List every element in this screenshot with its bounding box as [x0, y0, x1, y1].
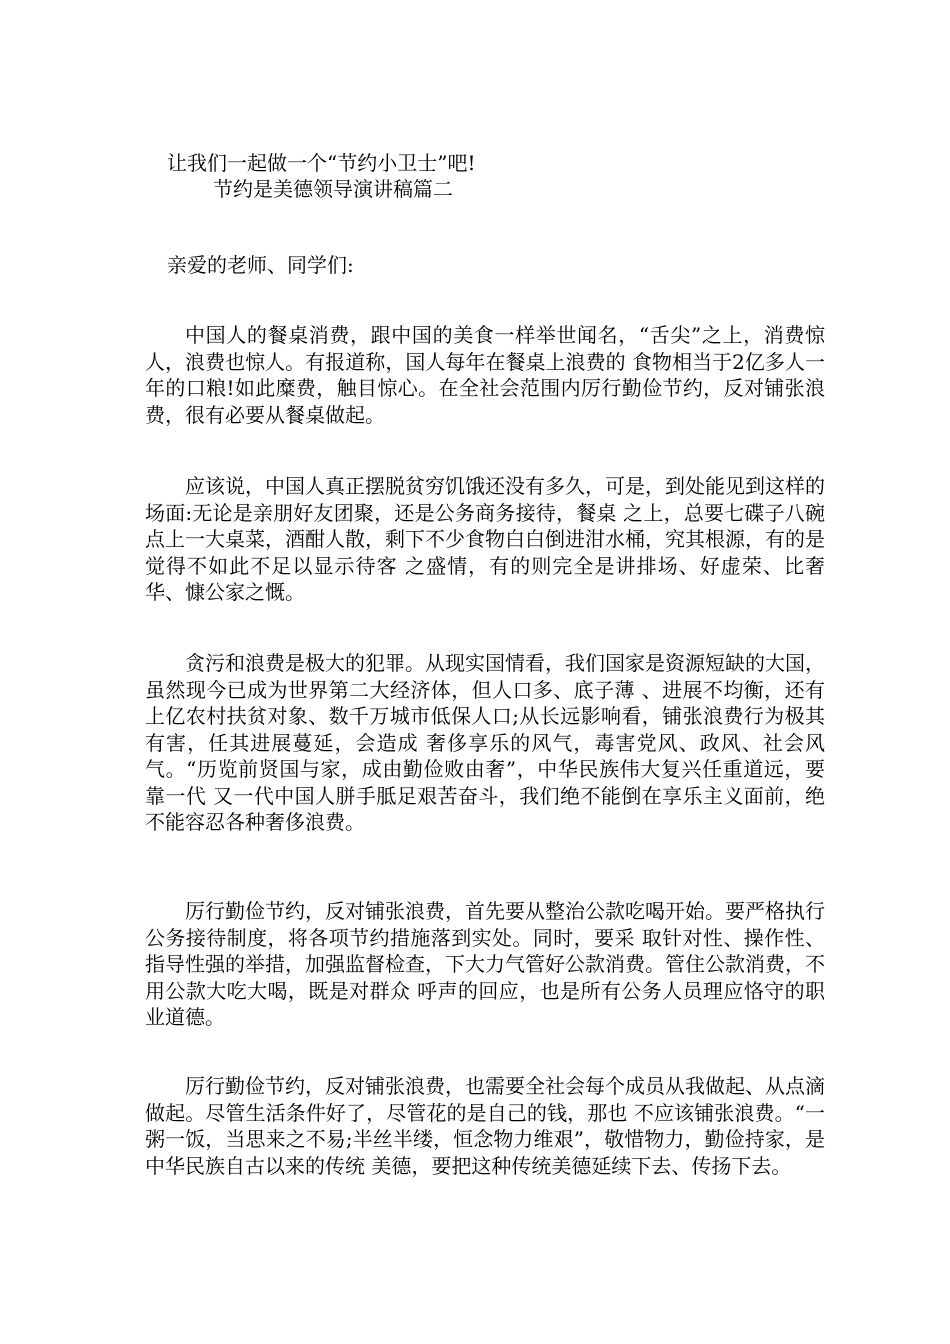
- paragraph-4: 厉行勤俭节约，反对铺张浪费，首先要从整治公款吃喝开始。要严格执行公务接待制度，将各项节约措施落到实处。同时，要采 取针对性、操作性、指导性强的举措，加强监督检查，下大力气管好公款消费。管住公款消费，不用公款大吃大喝，既是对群众 呼声的回应，也是所有公务人员理应恪守的职业道德。: [145, 899, 825, 1029]
- paragraph-5: 厉行勤俭节约，反对铺张浪费，也需要全社会每个成员从我做起、从点滴做起。尽管生活条件好了，尽管花的是自己的钱，那也 不应该铺张浪费。“一粥一饭，当思来之不易;半丝半缕，恒念物力维艰”，敬惜物力，勤俭持家，是中华民族自古以来的传统 美德，要把这种传统美德延续下去、传扬下去。: [145, 1074, 825, 1178]
- paragraph-1: 中国人的餐桌消费，跟中国的美食一样举世闻名，“舌尖”之上，消费惊人，浪费也惊人。有报道称，国人每年在餐桌上浪费的 食物相当于2亿多人一年的口粮!如此糜费，触目惊心。在全社会范围内厉行勤俭节约，反对铺张浪费，很有必要从餐桌做起。: [145, 323, 825, 427]
- salutation: 亲爱的老师、同学们:: [167, 253, 354, 277]
- document-title: 节约是美德领导演讲稿篇二: [213, 177, 453, 201]
- paragraph-3: 贪污和浪费是极大的犯罪。从现实国情看，我们国家是资源短缺的大国，虽然现今已成为世界第二大经济体，但人口多、底子薄 、进展不均衡，还有上亿农村扶贫对象、数千万城市低保人口;从长远影响看，铺张浪费行为极其有害，任其进展蔓延，会造成 奢侈享乐的风气，毒害党风、政风、社会风气。“历览前贤国与家，成由勤俭败由奢”，中华民族伟大复兴任重道远，要靠一代 又一代中国人胼手胝足艰苦奋斗，我们绝不能倒在享乐主义面前，绝不能容忍各种奢侈浪费。: [145, 651, 825, 834]
- closing-line: 让我们一起做一个“节约小卫士”吧!: [167, 151, 476, 175]
- paragraph-2: 应该说，中国人真正摆脱贫穷饥饿还没有多久，可是，到处能见到这样的场面:无论是亲朋好友团聚，还是公务商务接待，餐桌 之上，总要七碟子八碗点上一大桌菜，酒酣人散，剩下不少食物白白倒进泔水桶，究其根源，有的是觉得不如此不足以显示待客 之盛情，有的则完全是讲排场、好虚荣、比奢华、慷公家之慨。: [145, 474, 825, 604]
